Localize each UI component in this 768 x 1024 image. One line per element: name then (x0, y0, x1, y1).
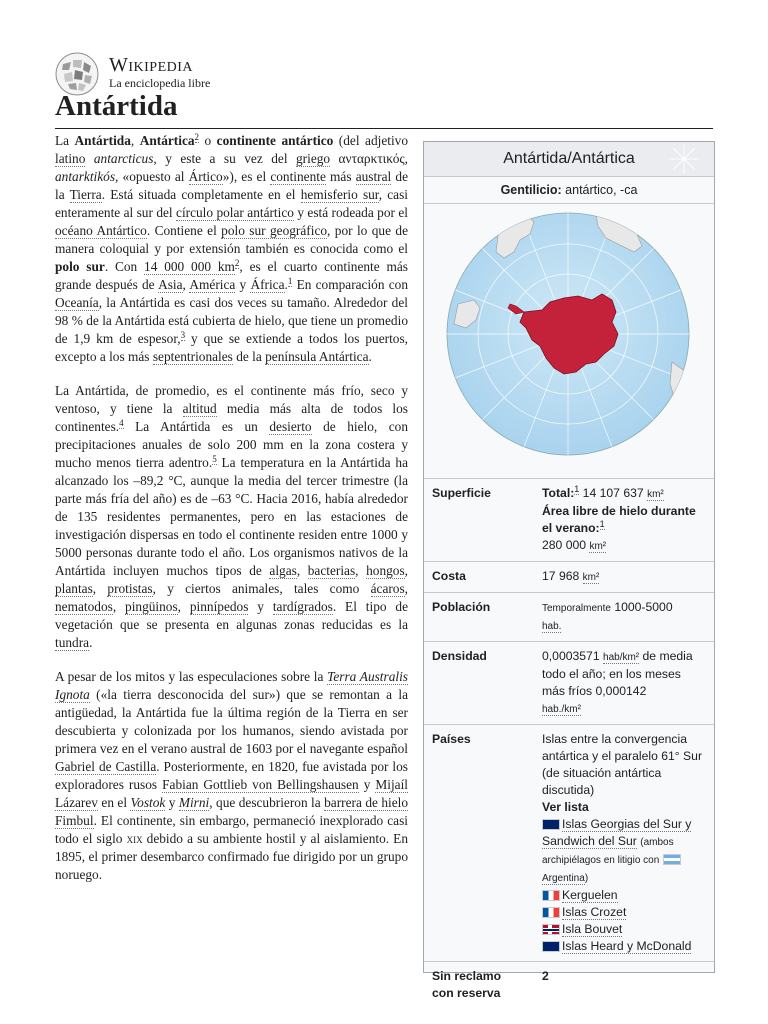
paises-row (424, 725, 714, 962)
poblacion-label: Población (432, 600, 491, 614)
densidad-u2-link[interactable]: hab./km² (542, 704, 581, 715)
paragraph-3: A pesar de los mitos y las especulaciones sobre la Terra Australis Ignota («la tierra desconocida del sur») que se remontan a la antigüedad, la Antártida fue la última región de la Tierra en ser descubierta y colonizada por los humanos, siendo avistada por primera vez en el verano austral de 1603 por el navegante español Gabriel de Castilla. Posteriormente, en 1820, fue avistada por los exploradores rusos Fabian Gottlieb von Bellingshausen y Mijaíl Lázarev en el Vostok y Mirni, que descubrieron la barrera de hielo Fimbul. El continente, sin embargo, permaneció inexplorado casi todo el siglo xix debido a su ambiente hostil y al aislamiento. En 1895, el primer desembarco confirmado fue dirigido por un grupo noruego. (55, 669, 409, 882)
article-link[interactable]: Vostok (130, 795, 166, 810)
italic-term: antarcticus (93, 151, 154, 166)
orthographic-map[interactable] (424, 204, 714, 479)
antarctica-globe-map (446, 212, 690, 456)
costa-row (424, 562, 714, 593)
bold-term: Antártida (74, 133, 131, 148)
poblacion-value (534, 593, 714, 641)
uk-flag-icon (542, 819, 560, 830)
reference-link[interactable]: 3 (180, 329, 186, 340)
gentilicio-row (424, 177, 714, 204)
ver-lista-label[interactable]: Ver lista (542, 800, 589, 814)
article-link[interactable]: Tierra (69, 187, 102, 202)
bold-term: continente antártico (216, 133, 334, 148)
densidad-v1: 0,0003571 (542, 649, 600, 663)
sinreclamo-row (424, 962, 714, 1008)
article-link[interactable]: protistas (107, 581, 153, 596)
superficie-label: Superficie (432, 486, 491, 500)
reference-link[interactable]: 5 (212, 453, 217, 464)
article-link[interactable]: 14 000 000 km (144, 259, 235, 274)
article-link[interactable]: bacterias (307, 563, 356, 578)
infobox (423, 141, 715, 1000)
total-label: Total: (542, 486, 575, 500)
bouvet-link[interactable]: Isla Bouvet (562, 922, 623, 936)
tagline: La enciclopedia libre (109, 76, 211, 90)
superficie-value (534, 479, 714, 561)
article-link[interactable]: tundra (55, 635, 90, 650)
article-link[interactable]: septentrionales (152, 349, 233, 364)
article-link[interactable]: tardígrados (272, 599, 333, 614)
hielo-label: Área libre de hielo durante el verano: (542, 504, 696, 535)
article-link[interactable]: nematodos (55, 599, 113, 614)
georgias-note: (ambos archipiélagos en litigio con (542, 837, 674, 866)
reference-link[interactable]: 2 (234, 257, 240, 268)
norway-flag-icon (542, 924, 560, 935)
km-link[interactable]: km² (582, 572, 600, 583)
paises-label: Países (432, 732, 471, 746)
article-link[interactable]: península Antártica (265, 349, 369, 364)
article-body (55, 132, 408, 900)
article-link[interactable]: Asia (158, 277, 183, 292)
article-link[interactable]: Gabriel de Castilla (55, 759, 157, 774)
superficie-row (424, 479, 714, 562)
densidad-v2: 0,000142 (595, 684, 647, 698)
article-link[interactable]: altitud (182, 401, 217, 416)
article-link[interactable]: hongos (366, 563, 405, 578)
paises-desc: Islas entre la convergencia antártica y el paralelo 61° Sur (de situación antártica discutida) (542, 732, 703, 797)
title-divider (55, 128, 713, 129)
article-link[interactable]: polo sur geográfico (221, 223, 328, 238)
hielo-value: 280 000 (542, 538, 587, 552)
kerguelen-link[interactable]: Kerguelen (562, 888, 618, 902)
paises-value (534, 725, 714, 961)
reference-link[interactable]: 2 (194, 131, 200, 142)
article-link[interactable]: barrera de hielo Fimbul (55, 795, 409, 828)
page-title: Antártida (55, 90, 178, 122)
km2-link-2[interactable]: km² (589, 541, 607, 552)
article-link[interactable]: Oceanía (55, 295, 99, 310)
article-link[interactable]: ácaros (370, 581, 405, 596)
infobox-title (424, 142, 714, 177)
hab-link[interactable]: hab. (542, 621, 562, 632)
reference-link[interactable]: 4 (119, 417, 124, 428)
poblacion-row (424, 593, 714, 642)
article-link[interactable]: pingüinos (125, 599, 178, 614)
costa-number: 17 968 (542, 569, 580, 583)
total-value: 14 107 637 (582, 486, 644, 500)
article-link[interactable]: Mijaíl Lázarev (55, 777, 409, 810)
densidad-row (424, 642, 714, 725)
costa-label: Costa (432, 569, 466, 583)
argentina-flag-icon (663, 854, 681, 865)
article-link[interactable]: océano Antártico (55, 223, 147, 238)
paragraph-1: La Antártida, Antártica$^2$ o continente antártico (del adjetivo latino antarcticus, y este a su vez del griego ανταρκτικός, antarktikós, «opuesto al Ártico»), es el continente más austral de la Tierra. Está situada completamente en el hemisferio sur, casi enteramente al sur del círculo polar antártico y está rodeada por el océano Antártico. Contiene el polo sur geográfico, por lo que de manera coloquial y por extensión también es conocida como el polo sur. Con 14 000 000 $km^2$, es el cuarto continente más grande después de Asia, América y África.$^1$ En comparación con Oceanía, la Antártida es casi dos veces su tamaño. Alrededor del 98 % de la Antártida está cubierta de hielo, que tiene un promedio de 1,9 km de espesor,$^3$ y que se extiende a todos los puertos, excepto a los más septentrionales de la península Antártica. (55, 131, 409, 364)
hielo-ref-link[interactable]: 1 (599, 518, 605, 529)
poblacion-number: 1000-5000 (614, 600, 673, 614)
article-link[interactable]: Mirni (178, 795, 210, 810)
sinreclamo-value (534, 962, 714, 1008)
densidad-label: Densidad (432, 649, 487, 663)
sinreclamo-label: Sin reclamo con reserva (432, 969, 502, 1000)
smallcaps-term: xix (126, 831, 143, 846)
georgias-link[interactable]: Islas Georgias del Sur y Sandwich del Sur (542, 817, 692, 848)
gentilicio-value: antártico, -ca (565, 183, 638, 197)
article-link[interactable]: África (250, 277, 285, 292)
sinreclamo-number: 2 (542, 969, 549, 983)
densidad-value (534, 642, 714, 724)
article-link[interactable]: algas (269, 563, 297, 578)
article-link[interactable]: latino (55, 151, 86, 166)
paragraph-2: La Antártida, de promedio, es el continente más frío, seco y ventoso, y tiene la altitud media más alta de todos los continentes.$^4$ La Antártida es un desierto de hielo, con precipitaciones anuales de solo 200 mm en la zona costera y mucho menos tierra adentro.$^5$ La temperatura en la Antártida ha alcanzado los –89,2 °C, aunque la media del tercer trimestre (la parte más fría del año) es de –63 °C. Hacia 2016, había alrededor de 135 residentes permanentes, pero en las estaciones de investigación dispersas en todo el continente residen entre 1000 y 5000 personas durante todo el año. Los organismos nativos de la Antártida incluyen muchos tipos de algas, bacterias, hongos, plantas, protistas, y ciertos animales, tales como ácaros, nematodos, pingüinos, pinnípedos y tardígrados. El tipo de vegetación que se presenta en algunas zonas reducidas es la tundra. (55, 383, 409, 650)
italic-term: antarktikós (55, 169, 116, 184)
article-link[interactable]: continente (270, 169, 326, 184)
australia-flag-icon (542, 941, 560, 952)
article-link[interactable]: plantas (55, 581, 93, 596)
article-link[interactable]: Ártico (188, 169, 223, 184)
gentilicio-label: Gentilicio: (500, 183, 562, 197)
article-link[interactable]: Terra Australis Ignota (55, 669, 408, 702)
total-ref-link[interactable]: 1 (574, 483, 580, 494)
article-link[interactable]: círculo polar antártico (176, 205, 294, 220)
wordmark: Wikipedia (109, 54, 194, 76)
article-link[interactable]: América (189, 277, 236, 292)
article-link[interactable]: griego (296, 151, 331, 166)
bold-term: polo sur (55, 259, 105, 274)
france-flag-icon (542, 890, 560, 901)
reference-link[interactable]: 1 (287, 275, 293, 286)
costa-value (534, 562, 714, 592)
sparkle-icon (654, 142, 714, 176)
km2-link[interactable]: km² (647, 489, 664, 500)
crozet-link[interactable]: Islas Crozet (562, 905, 627, 919)
georgias-note-close: ) (584, 873, 589, 884)
infobox-title-text: Antártida/Antártica (503, 150, 635, 167)
article-link[interactable]: desierto (269, 419, 312, 434)
article-link[interactable]: Fabian Gottlieb von Bellingshausen (162, 777, 359, 792)
argentina-link[interactable]: Argentina (542, 873, 585, 884)
heard-link[interactable]: Islas Heard y McDonald (562, 939, 692, 953)
article-link[interactable]: austral (355, 169, 392, 184)
bold-term: Antártica (139, 133, 195, 148)
poblacion-prefix: Temporalmente (542, 603, 611, 614)
densidad-u1-link[interactable]: hab/km² (603, 652, 640, 663)
france-flag-icon-2 (542, 907, 560, 918)
densidad-text: de media todo el año; en los meses más fríos (542, 649, 693, 698)
article-link[interactable]: hemisferio sur (300, 187, 379, 202)
article-link[interactable]: pinnípedos (189, 599, 249, 614)
